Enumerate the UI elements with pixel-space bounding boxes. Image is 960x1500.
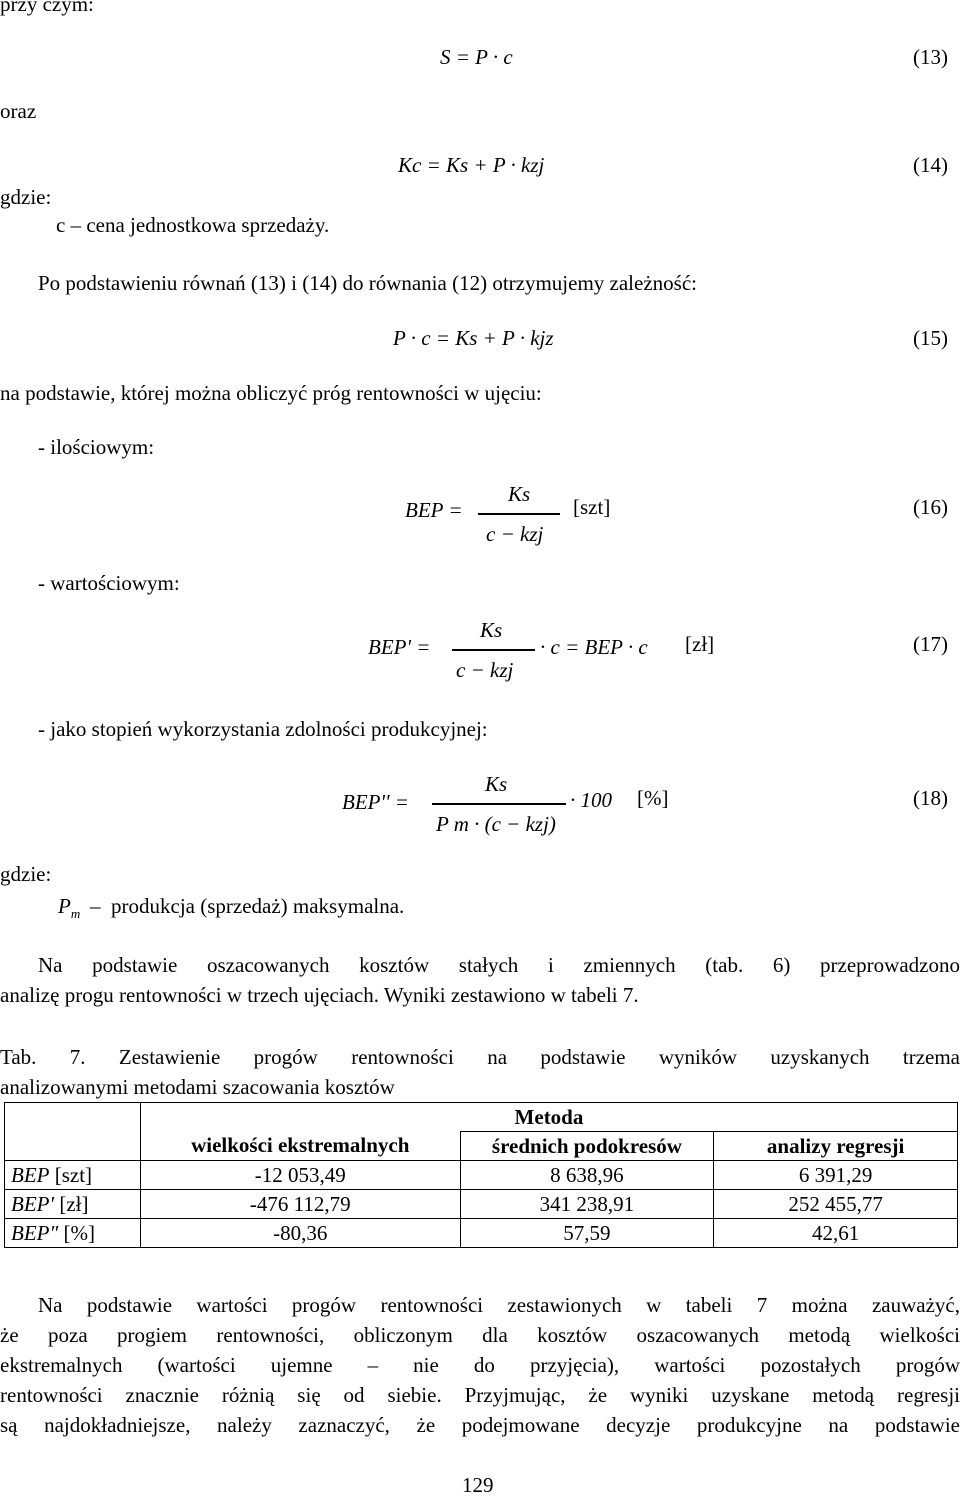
results-table	[4, 1102, 958, 1248]
list-item-wartosciowym: - wartościowym:	[38, 571, 180, 595]
equation-16-number: (16)	[913, 495, 948, 519]
equation-17-lhs: BEP' =	[368, 635, 431, 659]
paragraph-analysis	[0, 950, 960, 1010]
paragraph-conclusion	[0, 1290, 960, 1440]
equation-17-fraction-bar	[452, 649, 535, 651]
equation-16-lhs: BEP =	[405, 498, 463, 522]
table-cell: -12 053,49	[140, 1161, 460, 1190]
paragraph-line: Na podstawie wartości progów rentowności zestawionych w tabeli 7 można zauważyć,	[38, 1293, 960, 1317]
table-cell: 42,61	[714, 1219, 958, 1248]
table-row	[5, 1190, 958, 1219]
list-item-jako-stopien: - jako stopień wykorzystania zdolności produkcyjnej:	[38, 717, 488, 741]
table-header-row	[5, 1103, 958, 1132]
row-label: BEP″ [%]	[5, 1219, 141, 1248]
equation-18-rhs: · 100	[570, 788, 612, 812]
definition-pm-text: produkcja (sprzedaż) maksymalna.	[111, 894, 405, 918]
definition-c: c – cena jednostkowa sprzedaży.	[56, 213, 330, 237]
equation-16-unit: [szt]	[573, 495, 611, 519]
table-cell: 57,59	[460, 1219, 714, 1248]
equation-17-denominator: c − kzj	[456, 658, 514, 682]
table-cell: 341 238,91	[460, 1190, 714, 1219]
equation-17-unit: [zł]	[685, 632, 715, 656]
gdzie-label-2: gdzie:	[0, 862, 52, 886]
caption-line: Tab. 7. Zestawienie progów rentowności na podstawie wyników uzyskanych trzema	[0, 1045, 960, 1069]
table-row	[5, 1161, 958, 1190]
paragraph-line: Na podstawie oszacowanych kosztów stałych i zmiennych (tab. 6) przeprowadzono	[38, 953, 960, 977]
table-corner-cell	[5, 1103, 141, 1161]
paragraph-substitution: Po podstawieniu równań (13) i (14) do równania (12) otrzymujemy zależność:	[38, 271, 697, 295]
page-number: 129	[462, 1473, 494, 1497]
definition-pm-dash: –	[90, 894, 101, 918]
equation-18-lhs: BEP'' =	[342, 790, 409, 814]
equation-17-numerator: Ks	[480, 618, 503, 642]
list-item-ilosciowym: - ilościowym:	[38, 435, 155, 459]
paragraph-line: rentowności znacznie różnią się od siebie. Przyjmując, że wyniki uzyskane metodą regresji	[0, 1383, 960, 1407]
table-group-header: Metoda	[140, 1103, 957, 1132]
equation-13: S = P · c	[440, 45, 513, 69]
equation-13-number: (13)	[913, 45, 948, 69]
paragraph-line: ekstremalnych (wartości ujemne – nie do przyjęcia), wartości pozostałych progów	[0, 1353, 960, 1377]
row-label: BEP [szt]	[5, 1161, 141, 1190]
equation-16-fraction-bar	[478, 513, 560, 515]
paragraph-line: że poza progiem rentowności, obliczonym dla kosztów oszacowanych metodą wielkości	[0, 1323, 960, 1347]
intro-text-przy-czym: przy czym:	[0, 0, 94, 16]
table-cell: -80,36	[140, 1219, 460, 1248]
equation-16-denominator: c − kzj	[486, 522, 544, 546]
table-cell: 8 638,96	[460, 1161, 714, 1190]
equation-17-number: (17)	[913, 632, 948, 656]
text-oraz: oraz	[0, 99, 37, 123]
table-cell: 6 391,29	[714, 1161, 958, 1190]
gdzie-label-1: gdzie:	[0, 185, 52, 209]
column-header: średnich podokresów	[460, 1132, 714, 1161]
table-column-header-row	[5, 1132, 958, 1161]
table-cell: -476 112,79	[140, 1190, 460, 1219]
equation-18-number: (18)	[913, 786, 948, 810]
equation-17-rhs: · c = BEP · c	[540, 635, 648, 659]
equation-18-numerator: Ks	[485, 772, 508, 796]
row-label: BEP′ [zł]	[5, 1190, 141, 1219]
equation-15-number: (15)	[913, 326, 948, 350]
equation-18-fraction-bar	[432, 803, 566, 805]
equation-16-numerator: Ks	[508, 482, 531, 506]
column-header: analizy regresji	[714, 1132, 958, 1161]
equation-15: P · c = Ks + P · kjz	[393, 326, 554, 350]
equation-18-unit: [%]	[637, 786, 669, 810]
table-caption	[0, 1042, 960, 1102]
table-row	[5, 1219, 958, 1248]
column-header: wielkości ekstremalnych	[140, 1132, 460, 1161]
table-cell: 252 455,77	[714, 1190, 958, 1219]
paragraph-line: są najdokładniejsze, należy zaznaczyć, że podejmowane decyzje produkcyjne na podstawie	[0, 1413, 960, 1437]
caption-line: analizowanymi metodami szacowania kosztów	[0, 1075, 395, 1099]
paragraph-line: analizę progu rentowności w trzech ujęciach. Wyniki zestawiono w tabeli 7.	[0, 983, 639, 1007]
equation-18-denominator: P m · (c − kzj)	[436, 812, 556, 836]
equation-14: Kc = Ks + P · kzj	[398, 153, 545, 177]
equation-14-number: (14)	[913, 153, 948, 177]
definition-pm-symbol: $P_m$	[58, 894, 81, 922]
text-na-podstawie: na podstawie, której można obliczyć próg rentowności w ujęciu:	[0, 381, 542, 405]
